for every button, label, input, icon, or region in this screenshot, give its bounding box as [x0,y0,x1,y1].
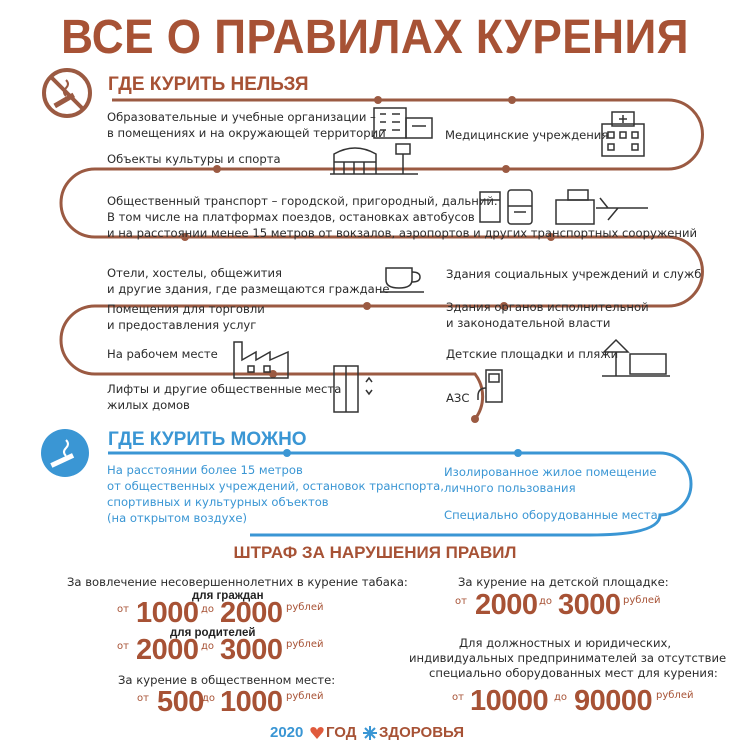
bus-stop-icon [478,186,653,228]
fine-minors-label: За вовлечение несовершеннолетних в курение табака: [67,575,408,589]
fine-citizens-from: 1000 [136,597,199,629]
item-government-line1: Здания органов исполнительной [446,300,649,314]
fine-parents-label: для родителей [170,627,256,639]
no-smoking-icon [40,66,94,120]
item-medical: Медицинские учреждения [445,128,609,142]
allowed-heading: ГДЕ КУРИТЬ МОЖНО [108,429,307,450]
item-transport-line3: и на расстоянии менее 15 метров от вокзалов, аэропортов и других транспортных сооружений [107,226,698,240]
item-workplace: На рабочем месте [107,347,218,361]
item-social: Здания социальных учреждений и служб [446,267,702,281]
fine-citizens-label: для граждан [192,590,264,602]
item-hotels-line2: и другие здания, где размещаются граждане [107,282,390,296]
elevator-icon [330,364,376,414]
fine-playground-from-word: от [455,596,467,607]
footer-word-health: ЗДОРОВЬЯ [379,724,465,741]
allowed-distance-line2: от общественных учреждений, остановок транспорта, [107,479,444,493]
fine-public-from-word: от [137,693,149,704]
smoking-allowed-icon [40,428,90,478]
allowed-distance-line1: На расстоянии более 15 метров [107,463,303,477]
fine-playground-to-word: до [539,596,553,607]
allowed-private-line2: личного пользования [444,481,576,495]
snowflake-icon [363,726,377,740]
item-hotels-line1: Отели, хостелы, общежития [107,266,283,280]
fine-public-rub: рублей [286,691,324,702]
heart-icon [310,726,324,740]
stadium-icon [330,136,420,176]
item-transport-line1: Общественный транспорт – городской, пригородный, дальний. [107,194,498,208]
footer-word-god: ГОД [326,724,357,741]
fine-officials-from-word: от [452,692,464,703]
fine-officials-label1: Для должностных и юридических, [459,636,672,650]
footer-year: 2020 [270,724,304,741]
factory-icon [232,340,290,380]
allowed-private-line1: Изолированное жилое помещение [444,465,657,479]
item-elevators-line2: жилых домов [107,398,190,412]
playground-icon [600,336,672,382]
fine-officials-to: 90000 [574,685,653,717]
allowed-special-places: Специально оборудованные места [444,508,658,522]
fine-citizens-from-word: от [117,604,129,615]
fine-playground-label: За курение на детской площадке: [458,575,669,589]
fine-parents-to-word: до [201,641,215,652]
fine-citizens-rub: рублей [286,602,324,613]
item-education-line2: в помещениях и на окружающей территории [107,126,386,140]
item-education-line1: Образовательные и учебные организации – [107,110,376,124]
fine-parents-rub: рублей [286,639,324,650]
fine-officials-label3: специально оборудованных мест для курения: [429,666,718,680]
fine-public-from: 500 [157,686,204,718]
school-icon [372,104,434,140]
fine-officials-from: 10000 [470,685,549,717]
fine-parents-from-word: от [117,641,129,652]
item-government-line2: и законодательной власти [446,316,611,330]
page-title: ВСЕ О ПРАВИЛАХ КУРЕНИЯ [61,11,689,64]
fines-heading: ШТРАФ ЗА НАРУШЕНИЯ ПРАВИЛ [233,543,517,562]
gas-station-icon [474,364,514,408]
fine-officials-rub: рублей [656,690,694,701]
fine-citizens-to: 2000 [220,597,283,629]
item-trade-line2: и предоставления услуг [107,318,257,332]
fine-officials-label2: индивидуальных предпринимателей за отсутствие [409,651,727,665]
fine-parents-from: 2000 [136,634,199,666]
fine-officials-to-word: до [554,692,568,703]
item-transport-line2: В том числе на платформах поездов, остановках автобусов [107,210,475,224]
item-elevators-line1: Лифты и другие общественные места [107,382,342,396]
fine-public-to-word: до [202,693,216,704]
fine-public-to: 1000 [220,686,283,718]
fine-parents-to: 3000 [220,634,283,666]
fine-playground-from: 2000 [475,589,538,621]
allowed-distance-line3: спортивных и культурных объектов [107,495,329,509]
allowed-distance-line4: (на открытом воздухе) [107,511,248,525]
item-culture-sport: Объекты культуры и спорта [107,152,281,166]
item-gas-station: АЗС [446,391,470,405]
fine-public-label: За курение в общественном месте: [118,673,336,687]
item-playgrounds: Детские площадки и пляжи [446,347,619,361]
hospital-icon [600,110,646,158]
fine-playground-rub: рублей [623,595,661,606]
cup-icon [378,262,426,296]
forbidden-heading: ГДЕ КУРИТЬ НЕЛЬЗЯ [108,74,309,95]
fine-playground-to: 3000 [558,589,621,621]
fine-citizens-to-word: до [201,604,215,615]
item-trade-line1: Помещения для торговли [107,302,265,316]
